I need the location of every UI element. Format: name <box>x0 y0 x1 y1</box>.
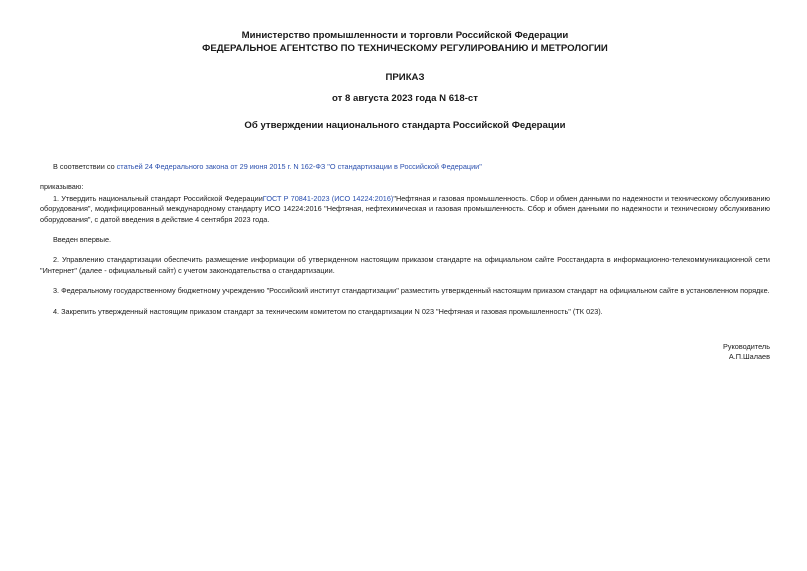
signature-block <box>723 342 770 363</box>
signature-name: А.П.Шалаев <box>728 352 770 362</box>
item-3-paragraph: 3. Федеральному государственному бюджетному учреждению "Российский институт стандартизации" разместить утвержденный настоящим приказом стандарт на официальном сайте в установленном порядке. <box>53 286 770 296</box>
intro-prefix: В соответствии со <box>53 162 117 171</box>
signature-role: Руководитель <box>722 342 770 351</box>
document-page <box>40 30 770 362</box>
item-1-paragraph <box>40 194 770 225</box>
first-time-note: Введен впервые. <box>53 235 112 245</box>
intro-paragraph <box>40 162 770 172</box>
agency-name: ФЕДЕРАЛЬНОЕ АГЕНТСТВО ПО ТЕХНИЧЕСКОМУ РЕГУЛИРОВАНИЮ И МЕТРОЛОГИИ <box>202 42 608 54</box>
item-1-prefix: 1. Утвердить национальный стандарт Российской Федерации <box>53 193 263 203</box>
order-word: приказываю: <box>40 182 84 192</box>
item-4-paragraph: 4. Закрепить утвержденный настоящим приказом стандарт за техническим комитетом по стандартизации N 023 "Нефтяная и газовая промышленность" (ТК 023). <box>53 306 603 316</box>
federal-law-link[interactable]: статьей 24 Федерального закона от 29 июня 2015 г. N 162-ФЗ "О стандартизации в Российской Федерации" <box>116 162 482 171</box>
ministry-name: Министерство промышленности и торговли Российской Федерации <box>241 30 569 41</box>
order-title: ПРИКАЗ <box>385 72 425 83</box>
document-header <box>40 30 770 55</box>
order-subject: Об утверждении национального стандарта Российской Федерации <box>244 120 566 131</box>
order-date-number: от 8 августа 2023 года N 618-ст <box>332 93 478 104</box>
item-1-suffix: "Нефтяная и газовая промышленность. Сбор и обмен данными по надежности и техническому обслуживанию оборудования", модифицированный международному стандарту ИСО 14224:2016 "Нефтяная, нефтехимическая и газовая промышленность. Сбор и обмен данными по надежности и техническому обслуживанию оборудования", с датой введения в действие 4 сентября 2023 года. <box>40 193 770 224</box>
gost-standard-link[interactable]: ГОСТ Р 70841-2023 (ИСО 14224:2016) <box>262 193 394 203</box>
item-2-paragraph: 2. Управлению стандартизации обеспечить размещение информации об утвержденном настоящим приказом стандарте на официальном сайте Росстандарта в информационно-телекоммуникационной сети "Интернет" (далее - официальный сайт) с учетом законодательства о стандартизации. <box>40 255 770 275</box>
